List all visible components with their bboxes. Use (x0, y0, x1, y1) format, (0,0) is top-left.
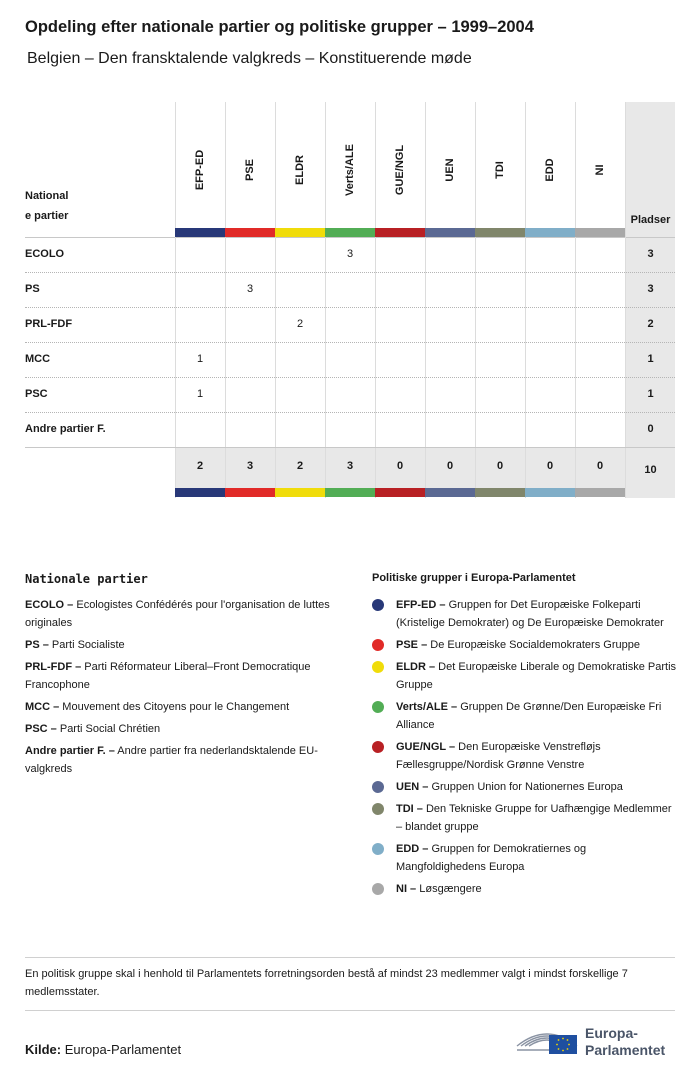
column-total: 0 (546, 460, 554, 472)
legend-description: Det Europæiske Liberale og Demokratiske Partis Gruppe (396, 661, 677, 691)
group-legend-item (372, 636, 677, 654)
row-total: 3 (647, 283, 654, 295)
column-header-label: PSE (244, 158, 256, 182)
totals-divider (25, 447, 675, 448)
national-legend-item (25, 636, 350, 654)
column-header (425, 125, 475, 215)
color-dot-icon (372, 639, 384, 651)
column-header-label: GUE/NGL (394, 144, 406, 196)
column-header-label: EFP-ED (194, 149, 206, 191)
column-total: 0 (446, 460, 454, 472)
legend-description: Parti Réformateur Liberal–Front Democratique Francophone (25, 661, 311, 691)
seat-value: 1 (196, 388, 204, 400)
legend-abbr: TDI – (396, 803, 423, 815)
column-header (525, 125, 575, 215)
seat-value: 3 (346, 248, 354, 260)
legend-abbr: EFP-ED – (396, 599, 446, 611)
groups-legend-heading: Politiske grupper i Europa-Parlamentet (372, 572, 576, 584)
column-total: 3 (346, 460, 354, 472)
color-dot-icon (372, 843, 384, 855)
legend-description: Løsgængere (416, 883, 482, 895)
logo-text (585, 1025, 665, 1059)
header-divider (25, 237, 675, 238)
national-legend-item (25, 742, 350, 778)
party-row-label: Andre partier F. (25, 423, 106, 435)
group-color-bar-bottom (425, 488, 475, 497)
legend-abbr: Verts/ALE – (396, 701, 458, 713)
party-row-label: PSC (25, 388, 48, 400)
column-total: 0 (596, 460, 604, 472)
column-header (475, 125, 525, 215)
footnote-divider (25, 957, 675, 958)
column-header-label: EDD (544, 158, 556, 182)
row-total: 0 (647, 423, 654, 435)
legend-description: Gruppen for Det Europæiske Folkeparti (Kristelige Demokrater) og De Europæiske Demokrater (396, 599, 664, 629)
national-legend-item (25, 658, 350, 694)
legend-abbr: ECOLO – (25, 599, 74, 611)
seat-value: 2 (296, 318, 304, 330)
legend-description: Gruppen Union for Nationernes Europa (428, 781, 623, 793)
group-color-bar (225, 228, 275, 237)
row-divider (25, 412, 675, 413)
party-row-label: MCC (25, 353, 51, 365)
legend-abbr: NI – (396, 883, 417, 895)
color-dot-icon (372, 781, 384, 793)
group-color-bar (325, 228, 375, 237)
group-legend-item (372, 880, 677, 898)
row-total: 2 (647, 318, 654, 330)
group-color-bar (425, 228, 475, 237)
column-header-label: UEN (444, 158, 456, 182)
legend-abbr: PSC – (25, 723, 57, 735)
total-column-background (626, 102, 675, 498)
chart-title: Opdeling efter nationale partier og politiske grupper – 1999–2004 (25, 18, 534, 36)
group-color-bar (525, 228, 575, 237)
legend-description: Mouvement des Citoyens pour le Changement (59, 701, 290, 713)
party-row-label: ECOLO (25, 248, 65, 260)
group-color-bar-bottom (175, 488, 225, 497)
row-divider (25, 307, 675, 308)
source-value: Europa-Parlamentet (64, 1042, 182, 1057)
total-header: Pladser (630, 214, 671, 226)
column-header (175, 125, 225, 215)
row-divider (25, 342, 675, 343)
legend-abbr: EDD – (396, 843, 429, 855)
group-color-bar-bottom (325, 488, 375, 497)
color-dot-icon (372, 701, 384, 713)
national-legend-item (25, 720, 350, 738)
legend-abbr: MCC – (25, 701, 60, 713)
legend-abbr: PRL-FDF – (25, 661, 82, 673)
column-header (275, 125, 325, 215)
group-legend-item (372, 800, 677, 836)
legend-description: Gruppen De Grønne/Den Europæiske Fri Alliance (396, 701, 662, 731)
source-label: Kilde: (25, 1042, 62, 1057)
chart-subtitle: Belgien – Den fransktalende valgkreds – Konstituerende møde (27, 50, 472, 67)
color-dot-icon (372, 803, 384, 815)
column-header (575, 125, 625, 215)
legend-abbr: PSE – (396, 639, 428, 651)
color-dot-icon (372, 741, 384, 753)
national-legend-item (25, 596, 350, 632)
logo-line-1: Europa- (585, 1025, 638, 1041)
group-legend-item (372, 658, 677, 694)
group-color-bar-bottom (375, 488, 425, 497)
column-separator (625, 102, 626, 498)
row-header-line-2: e partier (25, 210, 69, 222)
logo-line-2: Parlamentet (585, 1042, 666, 1058)
column-total: 2 (296, 460, 304, 472)
legend-description: Gruppen for Demokratiernes og Mangfoldighedens Europa (396, 843, 587, 873)
legend-abbr: UEN – (396, 781, 429, 793)
color-dot-icon (372, 883, 384, 895)
group-color-bar (475, 228, 525, 237)
group-legend-item (372, 840, 677, 876)
group-legend-item (372, 778, 677, 796)
group-color-bar-bottom (575, 488, 625, 497)
row-total: 1 (647, 388, 654, 400)
legend-abbr: ELDR – (396, 661, 436, 673)
legend-abbr: Andre partier F. – (25, 745, 115, 757)
party-row-label: PS (25, 283, 40, 295)
group-legend-item (372, 738, 677, 774)
legend-description: Parti Social Chrétien (56, 723, 161, 735)
legend-description: Ecologistes Confédérés pour l'organisation de luttes originales (25, 599, 330, 629)
legend-abbr: GUE/NGL – (396, 741, 456, 753)
national-parties-legend (25, 570, 350, 782)
legend-description: Parti Socialiste (48, 639, 125, 651)
legend-description: Den Tekniske Gruppe for Uafhængige Medlemmer – blandet gruppe (396, 803, 672, 833)
group-legend-item (372, 596, 677, 632)
party-row-label: PRL-FDF (25, 318, 73, 330)
legend-description: Andre partier fra nederlandsktalende EU-valgkreds (25, 745, 318, 775)
color-dot-icon (372, 599, 384, 611)
column-header (325, 125, 375, 215)
group-color-bar-bottom (225, 488, 275, 497)
column-total: 2 (196, 460, 204, 472)
group-color-bar (175, 228, 225, 237)
group-color-bar (575, 228, 625, 237)
column-total: 0 (396, 460, 404, 472)
group-color-bar (375, 228, 425, 237)
column-header-label: Verts/ALE (344, 144, 356, 196)
groups-legend (372, 570, 677, 902)
row-total: 3 (647, 248, 654, 260)
row-divider (25, 377, 675, 378)
group-color-bar-bottom (275, 488, 325, 497)
group-legend-item (372, 698, 677, 734)
footnote: En politisk gruppe skal i henhold til Parlamentets forretningsorden bestå af mindst 23 medlemmer valgt i mindst forskellige 7 medlemsstater. (25, 968, 628, 998)
color-dot-icon (372, 661, 384, 673)
source-line (25, 1042, 181, 1057)
seat-value: 1 (196, 353, 204, 365)
grand-total: 10 (644, 464, 657, 476)
column-total: 0 (496, 460, 504, 472)
legend-abbr: PS – (25, 639, 49, 651)
row-divider (25, 272, 675, 273)
column-header-label: TDI (494, 161, 506, 179)
seat-value: 3 (246, 283, 254, 295)
legend-description: Den Europæiske Venstrefløjs Fællesgruppe/Nordisk Grønne Venstre (396, 741, 601, 771)
group-color-bar-bottom (525, 488, 575, 497)
column-total: 3 (246, 460, 254, 472)
row-header-line-1: National (25, 190, 69, 202)
national-legend-item (25, 698, 350, 716)
column-header-label: NI (594, 164, 606, 176)
column-header (375, 125, 425, 215)
column-header-label: ELDR (294, 155, 306, 185)
row-header (25, 186, 68, 226)
group-color-bar (275, 228, 325, 237)
legend-description: De Europæiske Socialdemokraters Gruppe (427, 639, 640, 651)
column-header (225, 125, 275, 215)
row-total: 1 (647, 353, 654, 365)
national-legend-heading: Nationale partier (25, 572, 148, 586)
source-divider (25, 1010, 675, 1011)
group-color-bar-bottom (475, 488, 525, 497)
